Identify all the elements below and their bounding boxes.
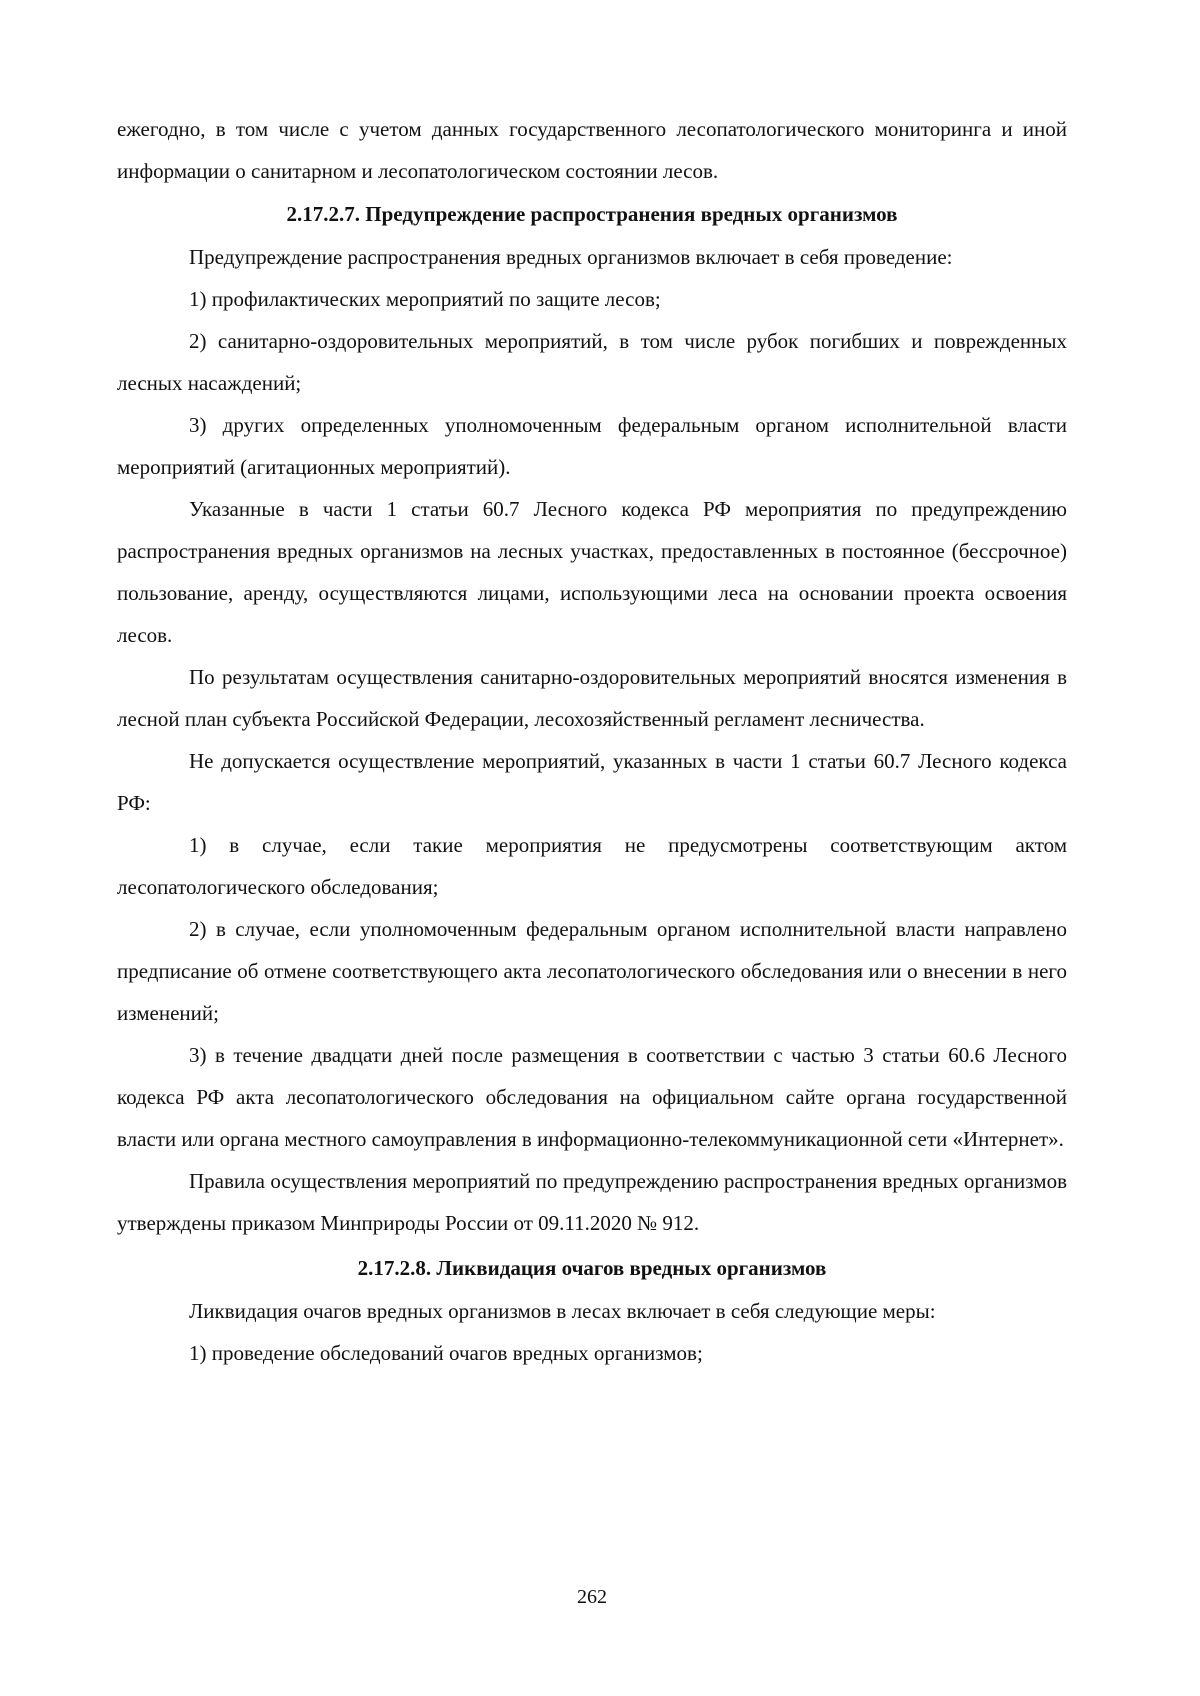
paragraph: Указанные в части 1 статьи 60.7 Лесного кодекса РФ мероприятия по предупреждению распространения вредных организмов на лесных участках, предоставленных в постоянное (бессрочное) пользование, аренду, осуществляются лицами, использующими леса на основании проекта освоения лесов. <box>117 497 1067 647</box>
list-item: 1) проведение обследований очагов вредных организмов; <box>189 1341 703 1365</box>
paragraph: Предупреждение распространения вредных организмов включает в себя проведение: <box>189 245 953 269</box>
page-number: 262 <box>577 1586 607 1608</box>
paragraph: По результатам осуществления санитарно-оздоровительных мероприятий вносятся изменения в лесной план субъекта Российской Федерации, лесохозяйственный регламент лесничества. <box>117 665 1067 731</box>
section-heading-2-17-2-8: 2.17.2.8. Ликвидация очагов вредных организмов <box>357 1256 827 1280</box>
paragraph: Ликвидация очагов вредных организмов в лесах включает в себя следующие меры: <box>189 1299 936 1323</box>
paragraph: Не допускается осуществление мероприятий, указанных в части 1 статьи 60.7 Лесного кодекса РФ: <box>117 749 1067 815</box>
section-heading-2-17-2-7: 2.17.2.7. Предупреждение распространения вредных организмов <box>286 202 898 226</box>
list-item: 1) профилактических мероприятий по защите лесов; <box>189 287 661 311</box>
list-item: 2) санитарно-оздоровительных мероприятий, в том числе рубок погибших и поврежденных лесных насаждений; <box>117 329 1067 395</box>
paragraph-continuation: ежегодно, в том числе с учетом данных государственного лесопатологического мониторинга и иной информации о санитарном и лесопатологическом состоянии лесов. <box>117 117 1067 183</box>
list-item: 1) в случае, если такие мероприятия не предусмотрены соответствующим актом лесопатологического обследования; <box>117 833 1067 899</box>
list-item: 2) в случае, если уполномоченным федеральным органом исполнительной власти направлено предписание об отмене соответствующего акта лесопатологического обследования или о внесении в него изменений; <box>117 917 1067 1025</box>
list-item: 3) в течение двадцати дней после размещения в соответствии с частью 3 статьи 60.6 Лесного кодекса РФ акта лесопатологического обследования на официальном сайте органа государственной власти или органа местного самоуправления в информационно-телекоммуникационной сети «Интернет». <box>117 1043 1067 1151</box>
paragraph: Правила осуществления мероприятий по предупреждению распространения вредных организмов утверждены приказом Минприроды России от 09.11.2020 № 912. <box>117 1169 1067 1235</box>
list-item: 3) других определенных уполномоченным федеральным органом исполнительной власти мероприятий (агитационных мероприятий). <box>117 413 1067 479</box>
page-body <box>117 108 1067 1374</box>
